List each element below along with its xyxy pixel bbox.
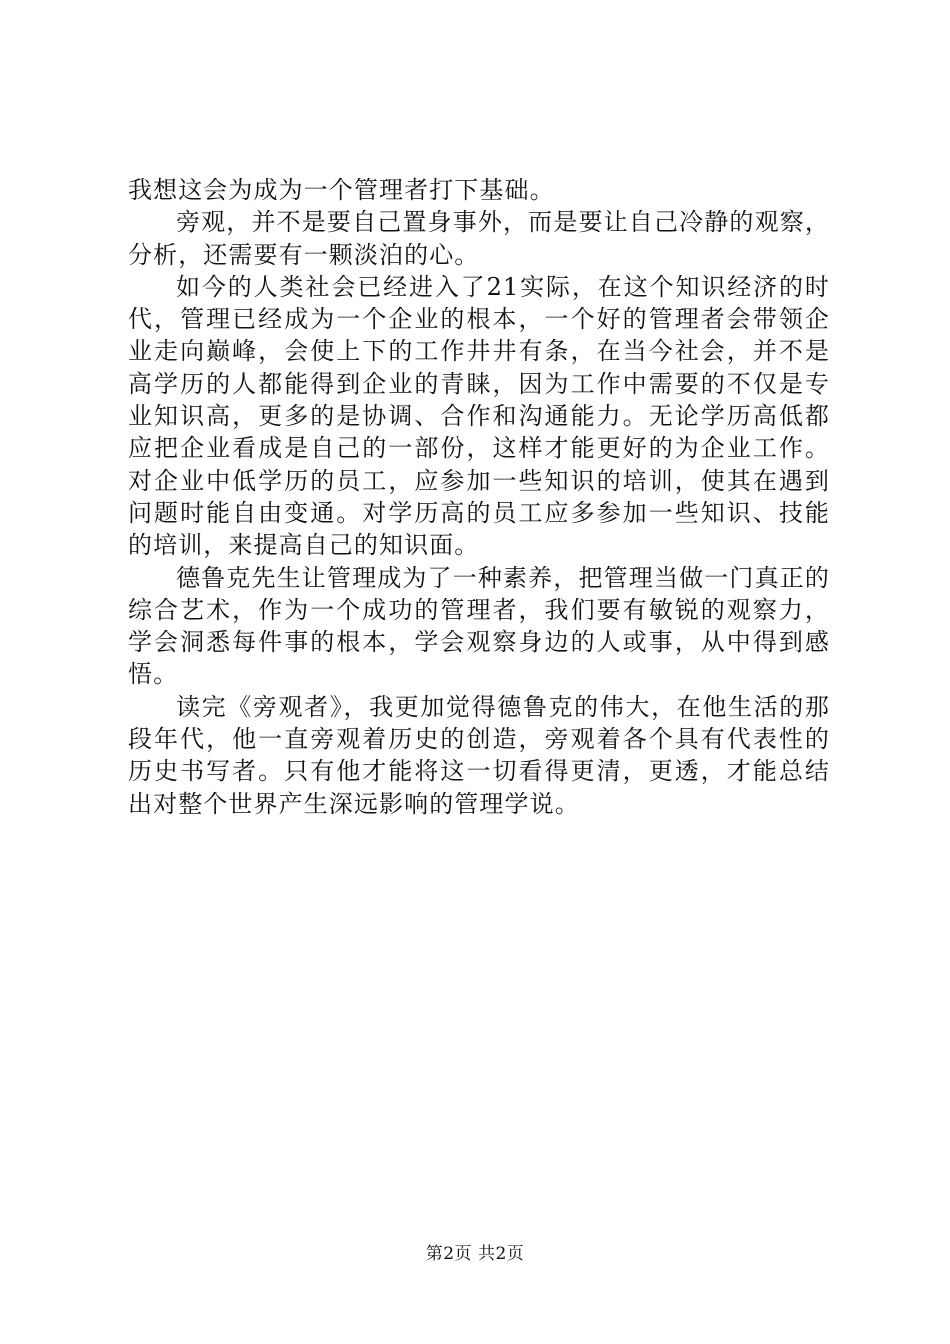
page-footer: 第2页 共2页 [425, 1244, 525, 1264]
paragraph-observer: 旁观，并不是要自己置身事外，而是要让自己冷静的观察，分析，还需要有一颗淡泊的心。 [128, 208, 830, 269]
paragraph-drucker-management: 德鲁克先生让管理成为了一种素养，把管理当做一门真正的综合艺术，作为一个成功的管理者，我们要有敏锐的观察力，学会洞悉每件事的根本，学会观察身边的人或事，从中得到感悟。 [128, 563, 830, 689]
document-body [128, 174, 830, 820]
paragraph-knowledge-economy: 如今的人类社会已经进入了21实际，在这个知识经济的时代，管理已经成为一个企业的根本，一个好的管理者会带领企业走向巅峰，会使上下的工作井井有条，在当今社会，并不是高学历的人都能得到企业的青睐，因为工作中需要的不仅是专业知识高，更多的是协调、合作和沟通能力。无论学历高低都应把企业看成是自己的一部份，这样才能更好的为企业工作。对企业中低学历的员工，应参加一些知识的培训，使其在遇到问题时能自由变通。对学历高的员工应多参加一些知识、技能的培训，来提高自己的知识面。 [128, 272, 830, 560]
paragraph-continued: 我想这会为成为一个管理者打下基础。 [128, 176, 555, 204]
paragraph-conclusion: 读完《旁观者》，我更加觉得德鲁克的伟大，在他生活的那段年代，他一直旁观着历史的创造，旁观着各个具有代表性的历史书写者。只有他才能将这一切看得更清，更透，才能总结出对整个世界产生深远影响的管理学说。 [128, 692, 830, 818]
